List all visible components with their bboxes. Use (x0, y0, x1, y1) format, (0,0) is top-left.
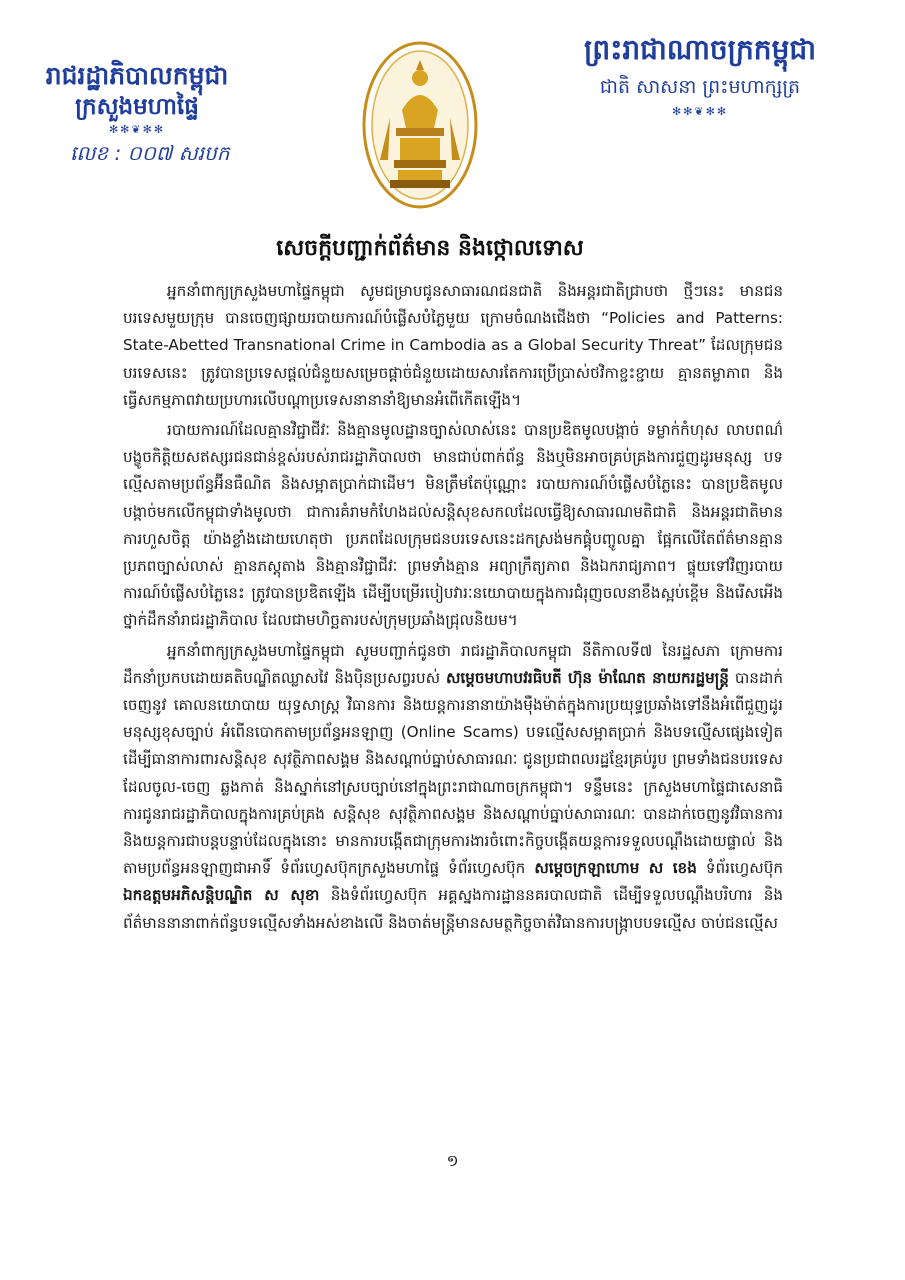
document-body (123, 278, 783, 940)
paragraph-3 (123, 638, 783, 937)
kingdom-header (560, 32, 840, 118)
paragraph-3-bold-prime-minister: សម្ដេចមហាបវរធិបតី ហ៊ុន ម៉ាណែត នាយករដ្ឋមន្ត្រី (445, 668, 729, 687)
paragraph-1: អ្នកនាំពាក្យក្រសួងមហាផ្ទៃកម្ពុជា សូមជម្រាបជូនសាធារណជនជាតិ និងអន្តរជាតិជ្រាបថា ថ្មីៗនេះ មានជនបរទេសមួយក្រុម បានចេញផ្សាយរបាយការណ៍បំផ្លើសបំភ្លៃមួយ ក្រោមចំណងជើងថា “Policies and Patterns: State-Abetted Transnational Crime in Cambodia as a Global Security Threat” ដែលក្រុមជនបរទេសនេះ ត្រូវបានប្រទេសផ្ដល់ជំនួយសម្រេចផ្ដាច់ជំនួយដោយសារតែការប្រើប្រាស់ថវិកាខ្ជះខ្ជាយ គ្មានតម្លាភាព និងធ្វើសកម្មភាពវាយប្រហារលើបណ្ដាប្រទេសនានានាំឱ្យមានអំពើកើតឡើង។ (123, 282, 783, 409)
paragraph-3-bold-sar-sokha: ឯកឧត្ដមអភិសន្តិបណ្ឌិត ស សុខា (123, 886, 320, 905)
page-number: ១ (446, 1151, 459, 1170)
ornament-divider-icon: ✻✻❦✻✻ (671, 104, 729, 118)
kingdom-name: ព្រះរាជាណាចក្រកម្ពុជា (583, 33, 816, 66)
national-motto: ជាតិ សាសនា ព្រះមហាក្សត្រ (599, 76, 801, 99)
government-name: រាជរដ្ឋាភិបាលកម្ពុជា (45, 61, 229, 90)
paragraph-3-text-d: និងទំព័រហ្វេសប៊ុក អគ្គស្នងការដ្ឋាននគរបាលជាតិ ដើម្បីទទួលបណ្ដឹងបរិហារ និងព័ត៌មាននានាពាក់ព័ន្ធបទល្មើសទាំងអស់ខាងលើ និងចាត់មន្ត្រីមានសមត្ថកិច្ចចាត់វិធានការបង្ក្រាបបទល្មើស ចាប់ជនល្មើស (123, 886, 783, 932)
ministry-name: ក្រសួងមហាផ្ទៃ (75, 93, 199, 120)
paragraph-2: របាយការណ៍ដែលគ្មានវិជ្ជាជីវៈ និងគ្មានមូលដ្ឋានច្បាស់លាស់នេះ បានប្រឌិតមូលបង្កាច់ ទម្លាក់កំហុស លាបពណ៌ បង្ខូចកិត្តិយសឥស្សរជនជាន់ខ្ពស់របស់រាជរដ្ឋាភិបាលថា មានជាប់ពាក់ព័ន្ធ និងឬមិនអាចគ្រប់គ្រងការជួញដូរមនុស្ស បទល្មើសតាមប្រព័ន្ធអ៊ីនធឺណិត និងសម្អាតប្រាក់ជាដើម។ មិនត្រឹមតែប៉ុណ្ណោះ របាយការណ៍បំផ្លើសបំភ្លៃនេះ បានប្រឌិតមូលបង្កាច់មកលើកម្ពុជាទាំងមូលថា ជាការគំរាមកំហែងដល់សន្តិសុខសកលដែលធ្វើឱ្យសាធារណមតិជាតិ និងអន្តរជាតិមានការហួសចិត្ត យ៉ាងខ្លាំងដោយហេតុថា ប្រភពដែលក្រុមជនបរទេសនេះដកស្រង់មកផ្គុំបញ្ចូលគ្នា ផ្អែកលើតែព័ត៌មានគ្មានប្រភពច្បាស់លាស់ គ្មានភស្តុតាង និងគ្មានវិជ្ជាជីវៈ ព្រមទាំងគ្មាន អព្យាក្រឹត្យភាព និងឯករាជ្យភាព។ ផ្ទុយទៅវិញរបាយការណ៍បំផ្លើសបំភ្លៃនេះ ត្រូវបានប្រឌិតឡើង ដើម្បីបម្រើរបៀបវារៈនយោបាយក្នុងការជំរុញចលនាខឹងស្អប់ខ្ពើម និងរើសអើងថ្នាក់ដឹកនាំរាជរដ្ឋាភិបាល ដែលជាមហិច្ឆតារបស់ក្រុមប្រឆាំងជ្រុលនិយម។ (123, 421, 783, 630)
paragraph-3-text-c: ទំព័រហ្វេសប៊ុក (705, 859, 783, 878)
ministry-header (22, 60, 252, 170)
reference-number: លេខ : ០០៧ សរបក (70, 141, 230, 166)
paragraph-3-text-a: អ្នកនាំពាក្យក្រសួងមហាផ្ទៃកម្ពុជា សូមបញ្ជាក់ជូនថា រាជរដ្ឋាភិបាលកម្ពុជា នីតិកាលទី៧ នៃរដ្ឋសភា ក្រោមការដឹកនាំប្រកបដោយគតិបណ្ឌិតឈ្លាសវៃ និងប៉ិនប្រសព្វរបស់ (123, 641, 783, 687)
paragraph-3-text-b: បានដាក់ចេញនូវ គោលនយោបាយ យុទ្ធសាស្ត្រ វិធានការ និងយន្តការនានាយ៉ាងម៉ឺងម៉ាត់ក្នុងការប្រយុទ្ធប្រឆាំងទៅនឹងអំពើជួញដូរមនុស្សខុសច្បាប់ អំពើនបោកតាមប្រព័ន្ធអនឡាញ (Online Scams) បទល្មើសសម្អាតប្រាក់ និងបទល្មើសផ្សេងទៀត ដើម្បីធានាការពារសន្តិសុខ សុវត្ថិភាពសង្គម និងសណ្ដាប់ធ្នាប់សាធារណៈ ជូនប្រជាពលរដ្ឋខ្មែរគ្រប់រូប ព្រមទាំងជនបរទេស ដែលចូល-ចេញ ឆ្លងកាត់ និងស្នាក់នៅស្របច្បាប់នៅក្នុងព្រះរាជាណាចក្រកម្ពុជា។ ទន្ទឹមនេះ ក្រសួងមហាផ្ទៃជាសេនាធិការជូនរាជរដ្ឋាភិបាលក្នុងការគ្រប់គ្រង សន្តិសុខ សុវត្ថិភាពសង្គម និងសណ្ដាប់ធ្នាប់សាធារណៈ បានដាក់ចេញនូវវិធានការ និងយន្តការជាបន្តបន្ទាប់ដែលក្នុងនោះ មានការបង្កើតជាក្រុមការងារចំពោះកិច្ចបង្កើតយន្តការទទួលបណ្ដឹងដោយផ្ទាល់ និងតាមប្រព័ន្ធអនឡាញជាអាទិ៍ ទំព័រហ្វេសប៊ុកក្រសួងមហាផ្ទៃ ទំព័រហ្វេសប៊ុក (123, 668, 784, 878)
document-title: សេចក្ដីបញ្ជាក់ព័ត៌មាន និងថ្កោលទោស (276, 236, 584, 261)
royal-emblem-icon (360, 40, 480, 210)
paragraph-3-bold-sar-kheng: សម្ដេចក្រឡាហោម ស ខេង (534, 859, 697, 878)
ornament-divider-icon: ✻✻❦✻✻ (108, 123, 166, 137)
